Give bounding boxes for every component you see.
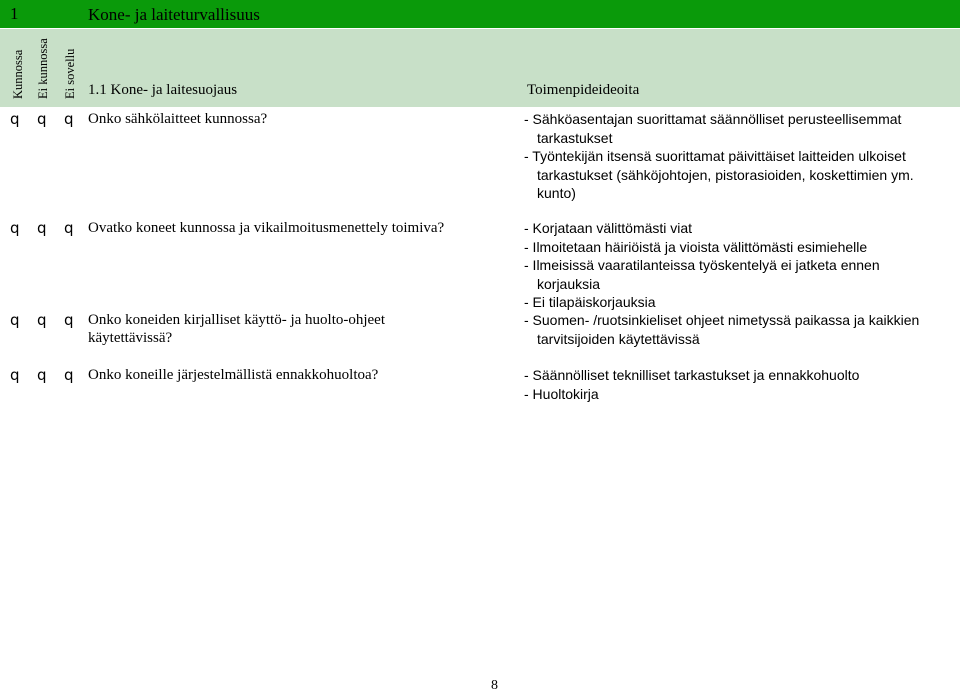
action-item: - Ei tilapäiskorjauksia xyxy=(524,294,656,310)
checkbox-ei-sovellu[interactable]: q xyxy=(64,311,74,329)
action-list xyxy=(524,366,944,403)
action-item: - Säännölliset teknilliset tarkastukset ja ennakkohuolto xyxy=(524,367,860,383)
subsection-title: 1.1 Kone- ja laitesuojaus xyxy=(88,82,238,98)
checkbox-ei-sovellu[interactable]: q xyxy=(64,110,74,128)
question-text: Onko koneiden kirjalliset käyttö- ja huolto-ohjeet käytettävissä? xyxy=(88,312,386,346)
column-label-ei-kunnossa: Ei kunnossa xyxy=(36,38,50,99)
checkbox-ei-kunnossa[interactable]: q xyxy=(37,366,47,384)
action-item: - Sähköasentajan suorittamat säännölliset perusteellisemmat tarkastukset xyxy=(524,111,902,146)
checkbox-ei-kunnossa[interactable]: q xyxy=(37,219,47,237)
actions-heading: Toimenpideideoita xyxy=(527,82,640,98)
section-title: Kone- ja laiteturvallisuus xyxy=(88,5,260,24)
action-item: - Korjataan välittömästi viat xyxy=(524,220,693,236)
action-list xyxy=(524,311,924,348)
checkbox-group xyxy=(10,366,91,384)
section-header-bar xyxy=(0,0,960,28)
action-item: - Ilmeisissä vaaratilanteissa työskentelyä ei jatketa ennen korjauksia xyxy=(524,257,880,292)
action-list xyxy=(524,219,944,312)
action-list xyxy=(524,110,944,203)
question-text: Onko sähkölaitteet kunnossa? xyxy=(88,111,268,127)
checkbox-ei-kunnossa[interactable]: q xyxy=(37,311,47,329)
action-item: - Ilmoitetaan häiriöistä ja vioista välittömästi esimiehelle xyxy=(524,238,868,255)
checkbox-group xyxy=(10,219,91,237)
question-text: Onko koneille järjestelmällistä ennakkohuoltoa? xyxy=(88,367,379,383)
question-text: Ovatko koneet kunnossa ja vikailmoitusmenettely toimiva? xyxy=(88,220,445,236)
action-item: - Suomen- /ruotsinkieliset ohjeet nimetyssä paikassa ja kaikkien tarvitsijoiden käytettävissä xyxy=(524,312,920,347)
checkbox-kunnossa[interactable]: q xyxy=(10,366,20,384)
checkbox-ei-sovellu[interactable]: q xyxy=(64,219,74,237)
column-header-band xyxy=(0,29,960,107)
checkbox-kunnossa[interactable]: q xyxy=(10,311,20,329)
checkbox-ei-kunnossa[interactable]: q xyxy=(37,110,47,128)
column-label-kunnossa: Kunnossa xyxy=(11,49,25,99)
checkbox-kunnossa[interactable]: q xyxy=(10,110,20,128)
section-number: 1 xyxy=(10,4,19,23)
action-item: - Työntekijän itsensä suorittamat päivittäiset laitteiden ulkoiset tarkastukset (sähköjohtojen, pistorasioiden, koskettimien ym. kunto) xyxy=(524,148,914,201)
page-number: 8 xyxy=(491,678,498,693)
checkbox-kunnossa[interactable]: q xyxy=(10,219,20,237)
checkbox-group xyxy=(10,311,91,329)
action-item: - Huoltokirja xyxy=(524,385,599,402)
checkbox-ei-sovellu[interactable]: q xyxy=(64,366,74,384)
column-label-ei-sovellu: Ei sovellu xyxy=(63,48,77,99)
checkbox-group xyxy=(10,110,91,128)
